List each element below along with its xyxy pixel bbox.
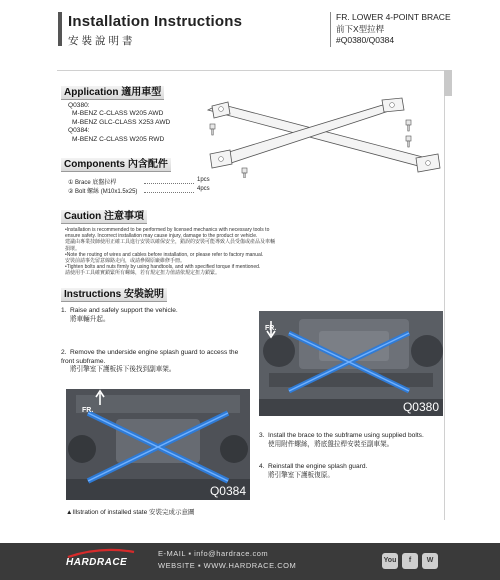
frame-corner-tab [444, 70, 452, 96]
step-number: 1. [61, 307, 67, 314]
instruction-step-4 [259, 463, 444, 480]
application-line: M-BENZ GLC-CLASS X253 AWD [72, 118, 171, 126]
component-leader-dots [144, 192, 194, 193]
caution-paragraph: 請使用手工具確實鎖緊所有螺絲，若有規定扭力值請依規定扭力鎖緊。 [65, 270, 221, 277]
step-text-zh: 將車輛升起。 [70, 315, 110, 323]
caution-notes [65, 227, 275, 277]
instruction-step-2 [61, 349, 241, 375]
document-title: Installation Instructions [68, 13, 243, 30]
caution-paragraph: •Tighten bolts and nuts firmly by using handtools, and with specified torque if mentioned. [65, 264, 261, 271]
application-line: M-BENZ C-CLASS W205 AWD [72, 110, 164, 118]
step-text: Reinstall the engine splash guard. [268, 463, 368, 470]
direction-label: FR. [82, 407, 94, 414]
wechat-icon[interactable]: W [422, 553, 438, 569]
mail-icon: ▪ [188, 549, 195, 558]
application-line: Q0380: [68, 102, 90, 109]
frame-right-rule [444, 70, 445, 520]
step-text: Install the brace to the subframe using supplied bolts. [268, 432, 424, 439]
website-label: WEBSITE [158, 561, 196, 570]
caution-paragraph: 安裝前請事先留意線路走向，或請參閱原廠維修手冊。 [65, 258, 186, 265]
components-heading: Components 內含配件 [61, 158, 171, 172]
brand-logo: HARDRACE [66, 557, 128, 568]
component-item-qty: 1pcs [197, 177, 210, 183]
youtube-icon[interactable]: You [382, 553, 398, 569]
photo-tag-q0380: Q0380 [402, 400, 439, 414]
step-number: 3. [259, 432, 265, 439]
installed-photo-q0384 [66, 389, 250, 500]
step-text: Remove the underside engine splash guard to access the front subframe. [61, 349, 239, 365]
photo-tag-q0384: Q0384 [209, 484, 246, 498]
instruction-step-1 [61, 307, 211, 324]
step-number: 2. [61, 349, 67, 356]
caution-heading: Caution 注意事項 [61, 210, 147, 224]
illustration-caption: ▲Illstration of installed state 安裝完成示意圖 [66, 509, 195, 516]
brace-diagram [206, 96, 442, 178]
component-item-label: ① Brace 底盤拉桿 [68, 180, 117, 186]
instructions-heading: Instructions 安裝說明 [61, 288, 167, 302]
caution-paragraph: •Installation is recommended to be performed by licensed mechanics with necessary tools to ensure safety. Incorrect installation may cause injury, damage to the product or vehicle. [65, 227, 270, 240]
facebook-icon[interactable]: f [402, 553, 418, 569]
globe-icon: ▪ [197, 561, 204, 570]
application-line: M-BENZ C-CLASS W205 RWD [72, 135, 165, 143]
step-text: Raise and safely support the vehicle. [70, 307, 178, 314]
caution-paragraph: •Note the routing of wires and cables before installation, or please refer to factory manual. [65, 251, 264, 258]
header-accent-bar [58, 12, 62, 46]
component-leader-dots [144, 183, 194, 184]
caution-paragraph: 建議由專業技師使用正確工具進行安裝以確保安全，錯誤的安裝可能導致人員受傷或產品及車輛損壞。 [65, 239, 276, 252]
footer-contact [158, 548, 296, 572]
component-item-qty: 4pcs [197, 186, 210, 192]
application-line: Q0384: [68, 127, 90, 135]
step-text-zh: 將引擎室下護板拆下後找到副車架。 [70, 366, 176, 374]
email-link[interactable]: info@hardrace.com [194, 549, 269, 558]
step-text-zh: 將引擎室下護板復原。 [268, 471, 334, 479]
website-link[interactable]: WWW.HARDRACE.COM [203, 561, 297, 570]
frame-top-rule [57, 70, 445, 71]
part-numbers: #Q0380/Q0384 [336, 35, 395, 45]
step-number: 4. [259, 463, 265, 470]
application-heading: Application 適用車型 [61, 86, 164, 100]
direction-label: FR. [265, 325, 277, 332]
product-name: FR. LOWER 4-POINT BRACE [336, 12, 451, 22]
document-title-zh: 安裝說明書 [68, 35, 136, 47]
product-info [330, 12, 451, 47]
product-name-zh: 前下X型拉桿 [336, 23, 385, 34]
step-text-zh: 使用附件螺絲，將底盤拉桿安裝至副車架。 [268, 440, 394, 448]
application-list [68, 102, 170, 144]
component-item-label: ② Bolt 螺絲 (M10x1.5x25) [68, 189, 138, 195]
email-label: E-MAIL [158, 549, 186, 558]
installed-photo-q0380 [259, 311, 443, 416]
instruction-step-3 [259, 432, 444, 449]
